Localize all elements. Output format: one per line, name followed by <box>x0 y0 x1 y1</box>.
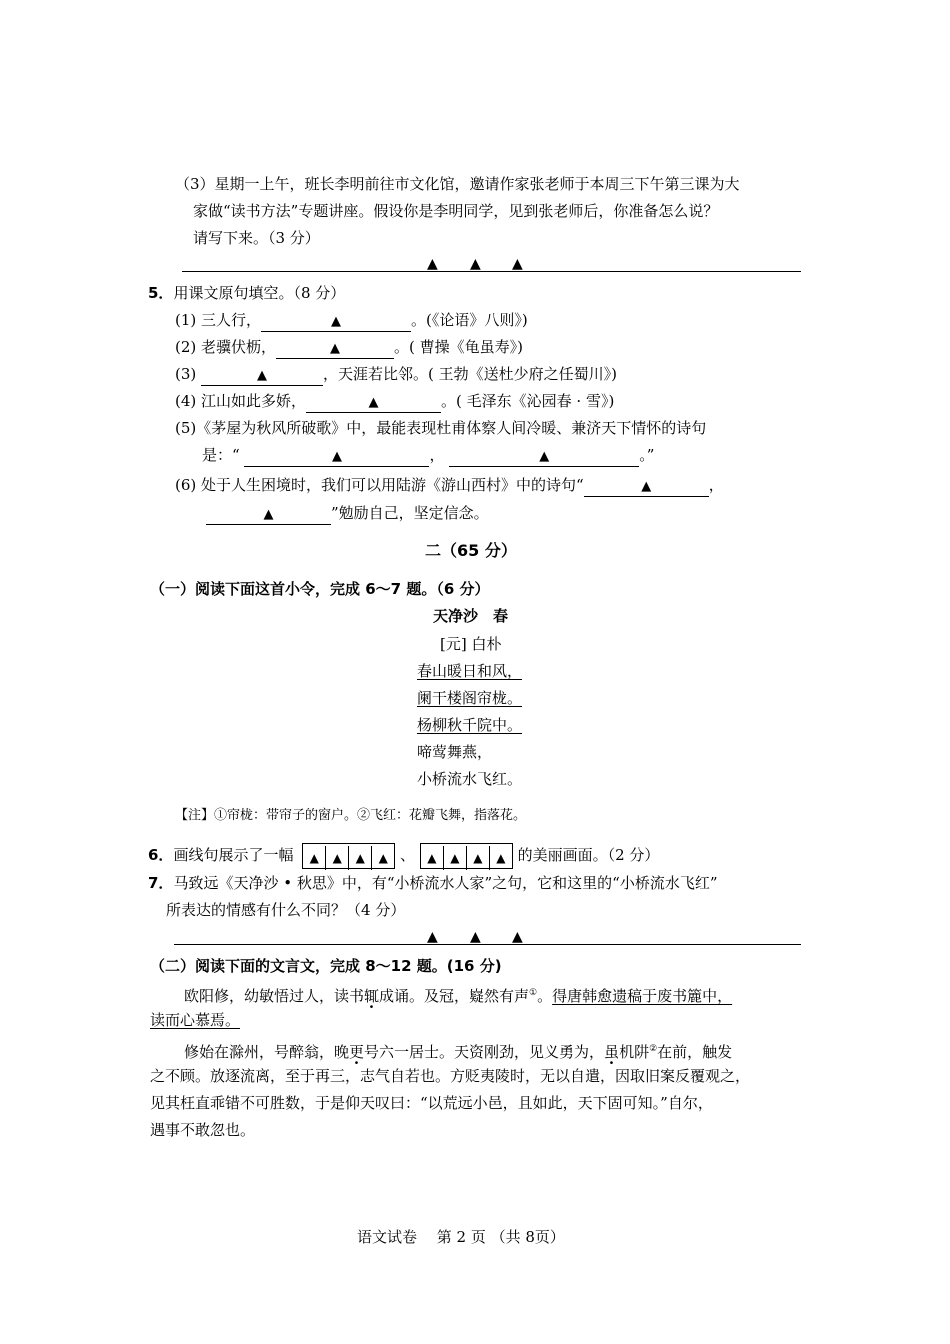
item-pre: 三人行， <box>201 311 262 329</box>
q5-title: 用课文原句填空。（8 分） <box>173 284 346 302</box>
text: 机阱 <box>619 1043 650 1061</box>
poem-line: 啼莺舞燕， <box>417 743 493 761</box>
answer-marker: ▲ <box>427 929 438 945</box>
poem-line: 阑干楼阁帘栊。 <box>417 689 523 707</box>
q7-line1 <box>148 873 718 893</box>
item-post: ， <box>708 476 724 494</box>
text: 。 <box>537 987 553 1005</box>
answer-box[interactable]: ▲ <box>378 851 388 865</box>
answer-boxes[interactable] <box>302 843 395 869</box>
poem-title: 天净沙 春 <box>433 607 509 625</box>
answer-marker: ▲ <box>427 256 438 272</box>
answer-marker: ▲ <box>512 256 523 272</box>
item-label: (6) <box>175 476 197 494</box>
q5-item-6-line1 <box>175 475 724 497</box>
fill-blank[interactable]: ▲ <box>261 313 411 332</box>
answer-box[interactable]: ▲ <box>421 846 444 870</box>
item-label: (4) <box>175 392 197 410</box>
answer-box[interactable]: ▲ <box>326 846 349 870</box>
answer-box[interactable]: ▲ <box>444 846 467 870</box>
q4-3-line1: （3）星期一上午，班长李明前往市文化馆，邀请作家张老师于本周三下午第三课为大 <box>175 175 740 193</box>
text: 号六一居士。天资刚劲，见义勇为， <box>364 1043 605 1061</box>
answer-box[interactable]: ▲ <box>349 846 372 870</box>
poem-author: [元] 白朴 <box>440 635 502 653</box>
item-post: 。( 曹操《龟虽寿》) <box>394 338 524 356</box>
q5-heading <box>148 283 345 303</box>
page-footer: 语文试卷 第 2 页 （共 8页） <box>357 1228 565 1246</box>
underlined-text: 得唐韩愈遗稿于废书簏中， <box>552 987 733 1005</box>
q7-number: 7． <box>148 874 174 892</box>
answer-boxes[interactable] <box>420 843 513 869</box>
item-post: ”勉励自己，坚定信念。 <box>331 504 489 522</box>
footnote-mark: ① <box>529 988 538 998</box>
fill-blank[interactable]: ▲ <box>306 394 441 413</box>
item-text: 《茅屋为秋风所破歌》中，最能表现杜甫体察人间冷暖、兼济天下情怀的诗句 <box>196 419 707 437</box>
answer-line <box>174 944 801 945</box>
q6 <box>148 842 659 869</box>
item-pre: 是：“ <box>202 446 240 464</box>
q4-3-line2: 家做“读书方法”专题讲座。假设你是李明同学，见到张老师后，你准备怎么说？ <box>193 202 719 220</box>
answer-box[interactable]: ▲ <box>496 851 506 865</box>
q5-item-1 <box>175 310 528 332</box>
dotted-char: 虽 <box>604 1043 620 1061</box>
item-pre: 江山如此多娇， <box>201 392 307 410</box>
answer-box[interactable]: ▲ <box>467 846 490 870</box>
answer-marker: ▲ <box>512 929 523 945</box>
item-mid: ， <box>429 446 445 464</box>
passage-p1-line2: 读而心慕焉。 <box>150 1011 241 1029</box>
item-pre: 老骥伏枥， <box>201 338 277 356</box>
passage-p2-line2: 之不顾。放逐流离，至于再三，志气自若也。方贬夷陵时，无以自遣，因取旧案反覆观之， <box>150 1067 751 1085</box>
q5-item-4 <box>175 391 614 413</box>
answer-box[interactable]: ▲ <box>303 846 326 870</box>
fill-blank[interactable]: ▲ <box>449 448 639 467</box>
fill-blank[interactable]: ▲ <box>206 506 331 525</box>
text: 成诵。及冠，嶷然有声 <box>379 987 530 1005</box>
q7-line2: 所表达的情感有什么不同？（4 分） <box>166 901 406 919</box>
passage-p2-line4: 遇事不敢忽也。 <box>150 1121 256 1139</box>
item-label: (1) <box>175 311 197 329</box>
q6-pre: 画线句展示了一幅 <box>173 846 294 864</box>
item-post: 。(《论语》八则》) <box>411 311 528 329</box>
passage-p1-line1 <box>184 983 732 1006</box>
poem-note: 【注】①帘栊：带帘子的窗户。②飞红：花瓣飞舞，指落花。 <box>175 808 527 823</box>
poem-line: 杨柳秋千院中。 <box>417 716 523 734</box>
q5-item-5-line1 <box>175 418 706 438</box>
q5-item-2 <box>175 337 523 359</box>
answer-marker: ▲ <box>470 256 481 272</box>
passage-p2-line3: 见其枉直乖错不可胜数，于是仰天叹曰：“以荒远小邑，且如此，天下固可知。”自尔， <box>150 1094 713 1112</box>
q5-number: 5． <box>148 284 174 302</box>
text: 在前，触发 <box>657 1043 733 1061</box>
item-post: ，天涯若比邻。( 王勃《送杜少府之任蜀川》) <box>323 365 618 383</box>
item-post: 。” <box>639 446 655 464</box>
fill-blank[interactable]: ▲ <box>244 448 429 467</box>
answer-line <box>182 271 801 272</box>
item-label: (2) <box>175 338 197 356</box>
fill-blank[interactable]: ▲ <box>201 367 323 386</box>
q6-mid: 、 <box>400 846 416 864</box>
q5-item-3 <box>175 364 617 386</box>
item-label: (5) <box>175 419 197 437</box>
item-post: 。( 毛泽东《沁园春 · 雪》) <box>441 392 615 410</box>
fill-blank[interactable]: ▲ <box>584 478 709 497</box>
text: 欧阳修，幼敏悟过人，读书 <box>184 987 365 1005</box>
dotted-char: 更 <box>349 1043 365 1061</box>
part1-heading: （一）阅读下面这首小令，完成 6～7 题。（6 分） <box>150 580 490 598</box>
q5-item-5-line2 <box>202 445 654 467</box>
item-label: (3) <box>175 365 197 383</box>
part2-heading: （二）阅读下面的文言文，完成 8～12 题。(16 分) <box>150 957 502 975</box>
section-title: 二（65 分） <box>425 541 517 560</box>
q4-3-line3: 请写下来。（3 分） <box>193 229 320 247</box>
q6-post: 的美丽画面。（2 分） <box>517 846 660 864</box>
q6-number: 6． <box>148 846 174 864</box>
fill-blank[interactable]: ▲ <box>276 340 394 359</box>
poem-line: 小桥流水飞红。 <box>417 770 523 788</box>
q7-text: 马致远《天净沙 • 秋思》中，有“小桥流水人家”之句，它和这里的“小桥流水飞红” <box>173 874 718 892</box>
footnote-mark: ② <box>649 1044 658 1054</box>
text: 修始在滁州，号醉翁，晚 <box>184 1043 350 1061</box>
passage-p2-line1 <box>184 1039 732 1062</box>
dotted-char: 辄 <box>364 987 380 1005</box>
q5-item-6-line2 <box>206 503 489 525</box>
item-pre: 处于人生困境时，我们可以用陆游《游山西村》中的诗句“ <box>201 476 584 494</box>
poem-line: 春山暖日和风， <box>417 662 523 680</box>
answer-marker: ▲ <box>470 929 481 945</box>
